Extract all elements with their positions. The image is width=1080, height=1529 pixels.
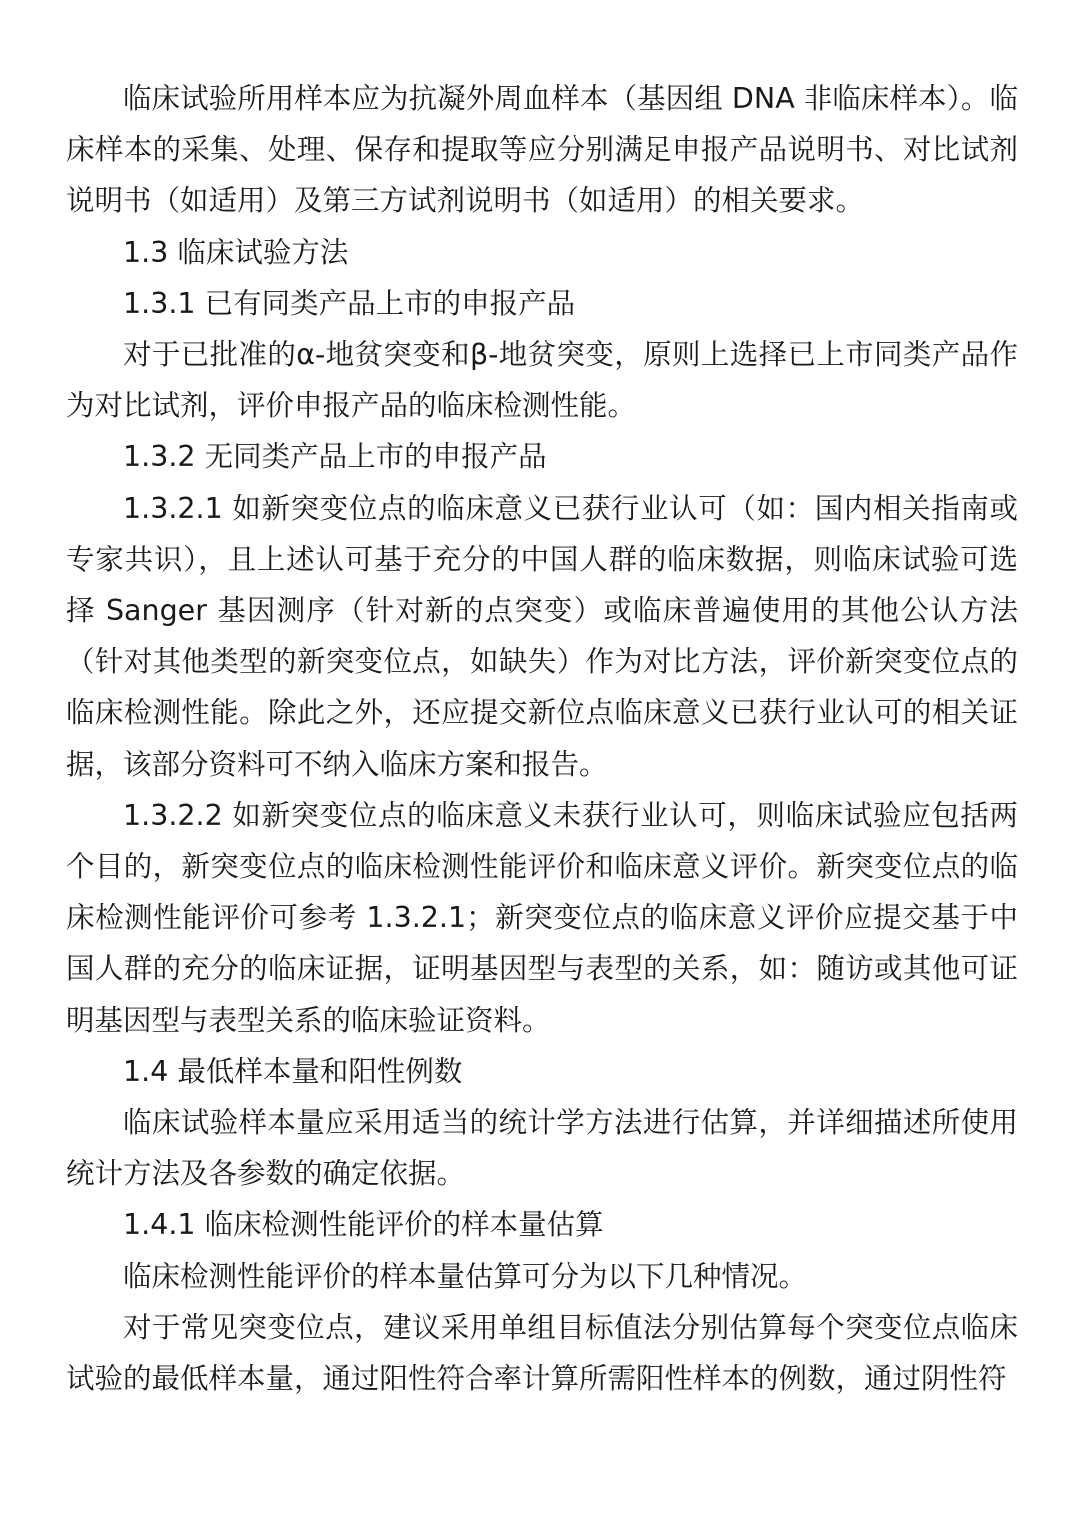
heading-1-3-clinical-trial-methods: 1.3 临床试验方法: [123, 235, 349, 269]
paragraph-approved-thalassemia-mutations: 对于已批准的α-地贫突变和β-地贫突变，原则上选择已上市同类产品作为对比试剂，评价申报产品的临床检测性能。: [66, 338, 1018, 423]
document-body: [66, 73, 1018, 1404]
heading-1-4-minimum-sample-size: 1.4 最低样本量和阳性例数: [123, 1054, 463, 1088]
paragraph-1-3-2-1-recognized-mutations: 1.3.2.1 如新突变位点的临床意义已获行业认可（如：国内相关指南或专家共识），且上述认可基于充分的中国人群的临床数据，则临床试验可选择 Sanger 基因测序（针对新的点突变）或临床普遍使用的其他公认方法（针对其他类型的新突变位点，如缺失）作为对比方法，评价新突变位点的临床检测性能。除此之外，还应提交新位点临床意义已获行业认可的相关证据，该部分资料可不纳入临床方案和报告。: [66, 491, 1018, 781]
paragraph-1-3-2-2-unrecognized-mutations: 1.3.2.2 如新突变位点的临床意义未获行业认可，则临床试验应包括两个目的，新突变位点的临床检测性能评价和临床意义评价。新突变位点的临床检测性能评价可参考 1.3.2.1；新突变位点的临床意义评价应提交基于中国人群的充分的临床证据，证明基因型与表型的关系，如：随访或其他可证明基因型与表型关系的临床验证资料。: [66, 798, 1018, 1037]
heading-1-4-1-performance-sample-size: 1.4.1 临床检测性能评价的样本量估算: [123, 1208, 604, 1242]
heading-1-3-2-no-existing-products: 1.3.2 无同类产品上市的申报产品: [123, 440, 547, 474]
paragraph-sample-requirements: 临床试验所用样本应为抗凝外周血样本（基因组 DNA 非临床样本）。临床样本的采集、处理、保存和提取等应分别满足申报产品说明书、对比试剂说明书（如适用）及第三方试剂说明书（如适用）的相关要求。: [66, 82, 1018, 218]
paragraph-common-mutations: 对于常见突变位点，建议采用单组目标值法分别估算每个突变位点临床试验的最低样本量，通过阳性符合率计算所需阳性样本的例数，通过阴性符: [66, 1310, 1018, 1396]
paragraph-estimation-cases: 临床检测性能评价的样本量估算可分为以下几种情况。: [123, 1259, 808, 1293]
heading-1-3-1-existing-products: 1.3.1 已有同类产品上市的申报产品: [123, 286, 576, 320]
paragraph-sample-size-estimation: 临床试验样本量应采用适当的统计学方法进行估算，并详细描述所使用统计方法及各参数的确定依据。: [66, 1106, 1018, 1191]
